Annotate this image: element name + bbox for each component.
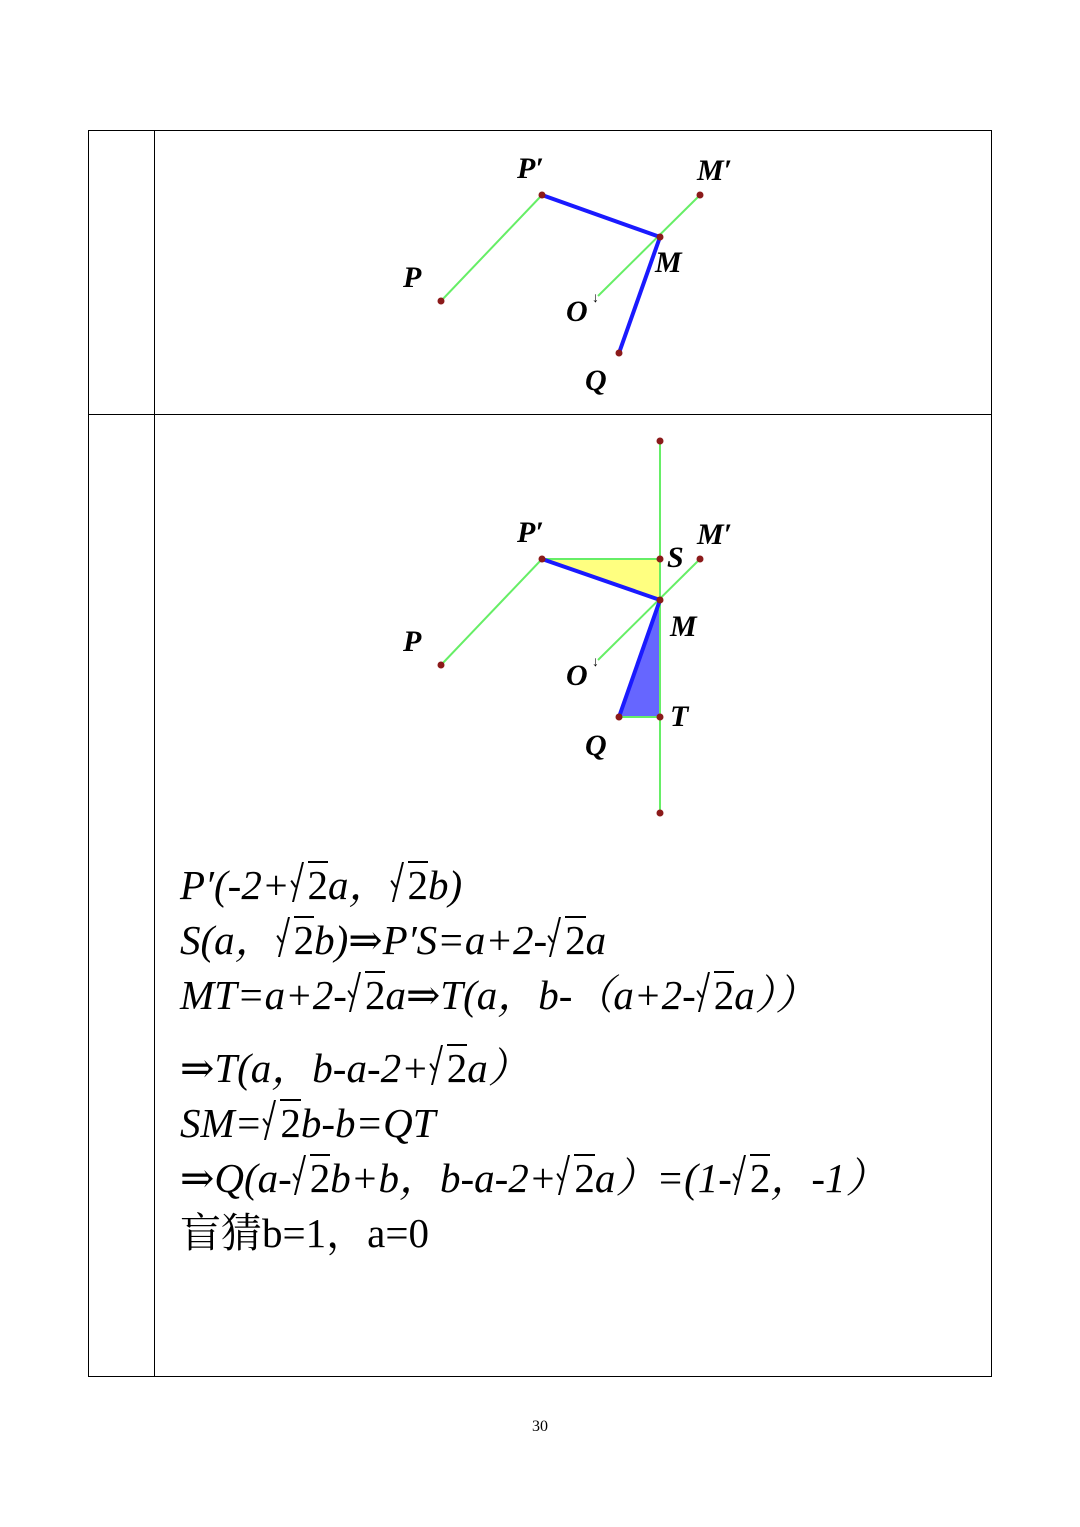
label-p-prime: P′ (517, 152, 544, 185)
radicand: 2 (407, 862, 428, 908)
label-o: O (566, 659, 588, 692)
green-line-p-pprime (441, 559, 542, 665)
math-line-5 (180, 1096, 970, 1151)
math-text: a， (328, 862, 390, 908)
sqrt-symbol (431, 1041, 468, 1096)
math-text: a） (467, 1045, 529, 1091)
sqrt-symbol (349, 968, 386, 1023)
radicand: 2 (280, 1100, 301, 1146)
sqrt-symbol (264, 1096, 301, 1151)
sqrt-symbol (549, 913, 586, 968)
o-mark-icon: ↓ (592, 289, 599, 305)
label-p-prime: P′ (517, 516, 544, 549)
math-line-7: 盲猜b=1，a=0 (180, 1210, 429, 1256)
label-m: M (670, 610, 697, 643)
math-text: S(a， (180, 917, 276, 963)
label-s: S (667, 541, 684, 574)
radicand: 2 (364, 972, 386, 1018)
math-line-6 (180, 1151, 970, 1206)
radicand: 2 (749, 1155, 771, 1201)
math-text: P′(-2+ (180, 862, 290, 908)
math-text: MT=a+2- (180, 972, 347, 1018)
point-m-prime (697, 556, 704, 563)
point-m (657, 597, 664, 604)
sqrt-symbol (392, 858, 429, 913)
math-text: ⇒T(a，b-a-2+ (180, 1045, 429, 1091)
label-p: P (403, 625, 422, 658)
math-line-3 (180, 968, 970, 1023)
math-text: ⇒Q(a- (180, 1155, 292, 1201)
radicand: 2 (565, 917, 586, 963)
radicand: 2 (713, 972, 735, 1018)
math-text: a⇒T(a，b-（a+2- (385, 972, 696, 1018)
label-t: T (670, 700, 689, 733)
math-text: b-b=QT (300, 1100, 436, 1146)
sqrt-symbol (292, 858, 329, 913)
sqrt-symbol (278, 913, 315, 968)
page-number: 30 (532, 1418, 548, 1435)
radicand: 2 (574, 1155, 595, 1201)
math-text: a）=(1- (594, 1155, 732, 1201)
point-top (657, 438, 664, 445)
point-q (616, 714, 623, 721)
label-o: O (566, 295, 588, 328)
math-line-2 (180, 913, 970, 968)
math-line-1 (180, 858, 970, 913)
point-bottom (657, 810, 664, 817)
sqrt-symbol (558, 1151, 595, 1206)
point-p-prime (539, 556, 546, 563)
sqrt-symbol (734, 1151, 771, 1206)
sqrt-symbol (294, 1151, 331, 1206)
math-text: SM= (180, 1100, 263, 1146)
math-line-4 (180, 1041, 970, 1096)
math-text: b) (428, 862, 463, 908)
label-q: Q (585, 364, 607, 397)
math-text: b)⇒P′S=a+2- (314, 917, 548, 963)
label-q: Q (585, 729, 607, 762)
label-m: M (655, 246, 682, 279)
radicand: 2 (446, 1045, 468, 1091)
radicand: 2 (293, 917, 315, 963)
math-text: a）） (734, 972, 817, 1018)
label-m-prime: M′ (697, 518, 733, 551)
math-derivation (180, 858, 970, 1261)
point-s (657, 556, 664, 563)
math-text: ，-1） (770, 1155, 887, 1201)
radicand: 2 (307, 862, 328, 908)
label-p: P (403, 261, 422, 294)
o-mark-icon: ↓ (592, 653, 599, 669)
label-m-prime: M′ (697, 154, 733, 187)
sqrt-symbol (698, 968, 735, 1023)
radicand: 2 (309, 1155, 331, 1201)
math-text: b+b，b-a-2+ (330, 1155, 557, 1201)
math-text: a (585, 917, 607, 963)
point-p (438, 662, 445, 669)
point-t (657, 714, 664, 721)
figure-2-shapes (441, 441, 700, 813)
